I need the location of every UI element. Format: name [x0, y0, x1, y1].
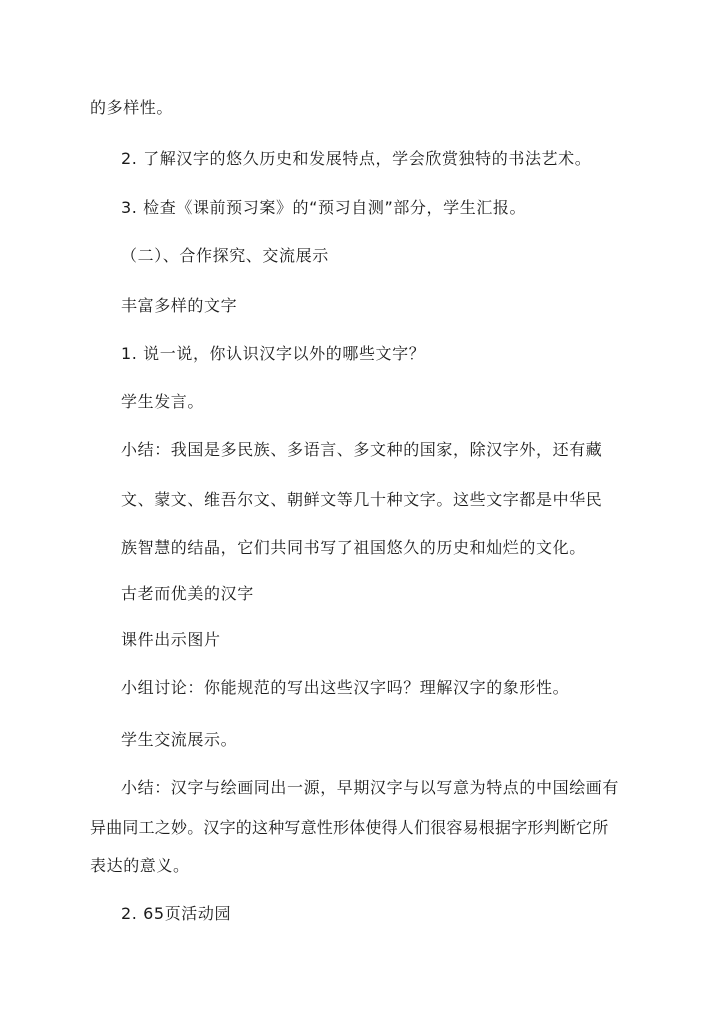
- text-line: 小结：我国是多民族、多语言、多文种的国家，除汉字外，还有藏: [121, 440, 603, 459]
- text-line: 表达的意义。: [90, 856, 190, 875]
- section-heading: （二）、合作探究、交流展示: [121, 246, 329, 265]
- text-line: 文、蒙文、维吾尔文、朝鲜文等几十种文字。这些文字都是中华民: [121, 490, 603, 509]
- subsection-heading: 古老而优美的汉字: [121, 584, 254, 603]
- text-line: 2. 65页活动园: [121, 904, 232, 923]
- subsection-heading: 丰富多样的文字: [121, 296, 238, 315]
- text-line: 小结：汉字与绘画同出一源，早期汉字与以写意为特点的中国绘画有: [121, 778, 620, 797]
- text-line: 族智慧的结晶，它们共同书写了祖国悠久的历史和灿烂的文化。: [121, 538, 586, 557]
- text-line: 学生交流展示。: [121, 730, 238, 749]
- text-line: 的多样性。: [90, 98, 174, 117]
- text-line: 异曲同工之妙。汉字的这种写意性形体使得人们很容易根据字形判断它所: [90, 818, 609, 837]
- text-line: 3. 检查《课前预习案》的“预习自测”部分，学生汇报。: [121, 198, 527, 217]
- text-line: 课件出示图片: [121, 630, 221, 649]
- text-line: 1. 说一说，你认识汉字以外的哪些文字？: [121, 344, 426, 363]
- text-line: 2. 了解汉字的悠久历史和发展特点，学会欣赏独特的书法艺术。: [121, 149, 592, 168]
- text-line: 学生发言。: [121, 392, 205, 411]
- text-line: 小组讨论：你能规范的写出这些汉字吗？理解汉字的象形性。: [121, 678, 570, 697]
